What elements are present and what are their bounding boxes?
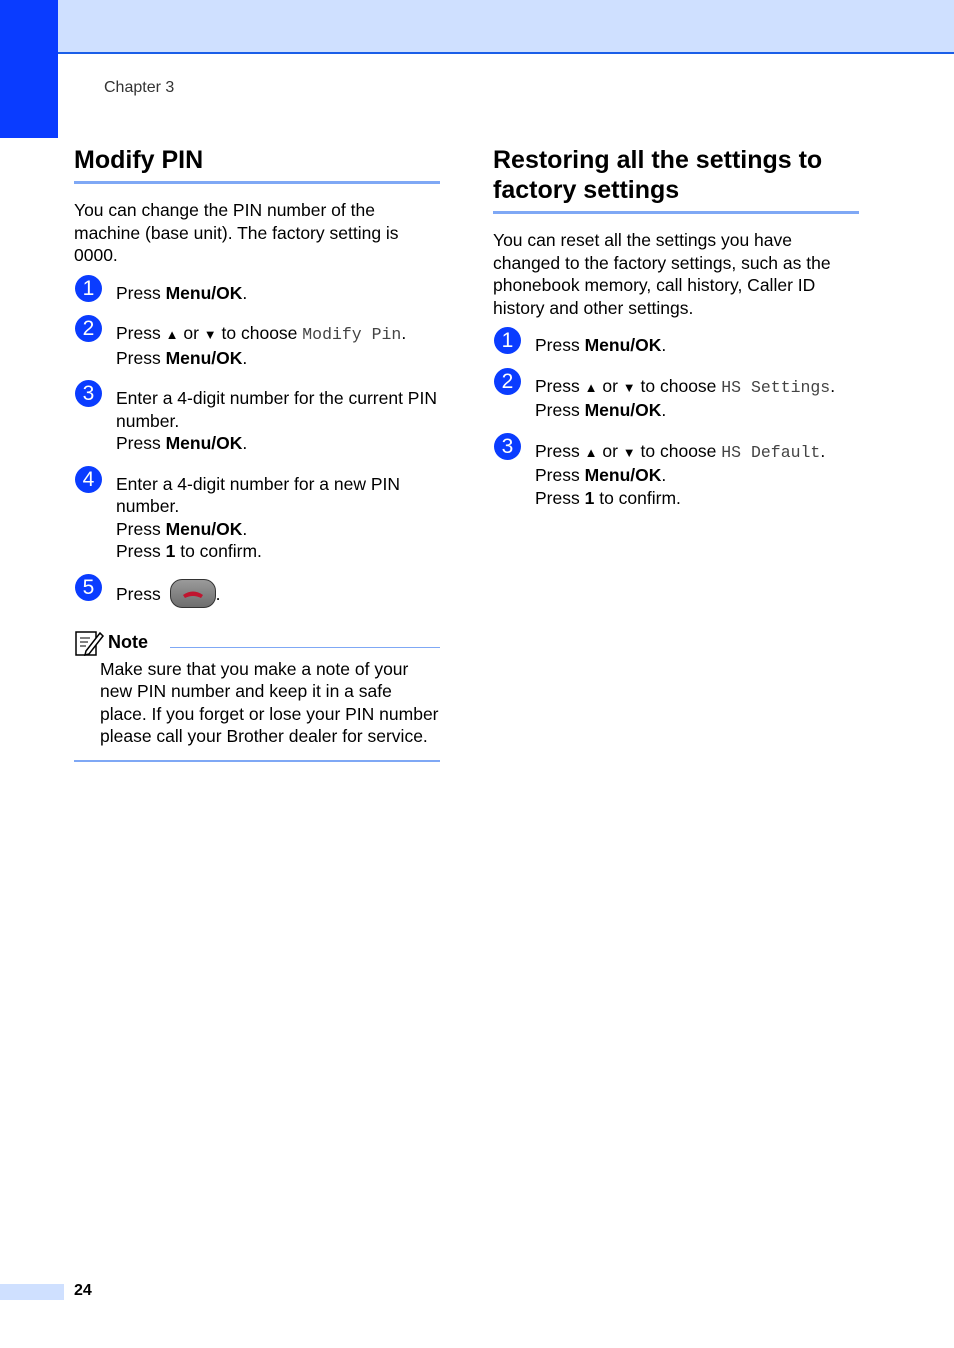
step-text: .: [242, 347, 248, 368]
right-column: [493, 145, 859, 527]
chapter-label: Chapter 3: [104, 79, 175, 96]
section-title-modify-pin: Modify PIN: [74, 146, 204, 174]
step-text: Press: [116, 583, 161, 604]
step-text: to choose: [216, 323, 303, 343]
step-4: [74, 467, 440, 563]
step-number: 1: [75, 275, 102, 302]
step-text: Press: [535, 335, 585, 355]
step-text: Press: [535, 465, 585, 485]
title-rule: [74, 181, 440, 184]
step-text: Enter a 4-digit number for a new PIN number.: [116, 473, 401, 516]
step-text: Press: [535, 400, 585, 420]
step-text: .: [661, 465, 667, 485]
menu-option: Modify Pin: [302, 325, 402, 344]
header-band: [0, 0, 954, 54]
key-label: Menu/OK: [165, 433, 243, 453]
step-text: or: [597, 440, 623, 461]
step-1: [493, 329, 859, 357]
step-text: .: [661, 335, 667, 355]
step-text: Press: [535, 375, 585, 396]
step-text: .: [215, 583, 221, 604]
left-column: [74, 145, 440, 762]
phone-hangup-icon: [171, 580, 215, 607]
down-arrow-icon: ▼: [622, 444, 636, 460]
title-rule: [493, 211, 859, 214]
key-label: 1: [165, 541, 176, 561]
page-number: 24: [74, 1282, 92, 1299]
key-label: Menu/OK: [584, 335, 662, 355]
step-number: 1: [494, 327, 521, 354]
step-2: [74, 317, 440, 369]
step-text: .: [242, 518, 248, 539]
menu-option: HS Default: [721, 442, 821, 462]
note-divider: [170, 647, 440, 648]
step-text: .: [242, 433, 248, 453]
note-pencil-icon: [74, 629, 104, 657]
key-label: Menu/OK: [165, 282, 243, 303]
step-text: to choose: [635, 375, 722, 396]
step-text: Press: [535, 440, 585, 461]
up-arrow-icon: ▲: [584, 444, 598, 460]
step-text: Press: [116, 323, 166, 343]
down-arrow-icon: ▼: [203, 327, 217, 342]
down-arrow-icon: ▼: [622, 379, 636, 395]
up-arrow-icon: ▲: [584, 379, 598, 395]
step-text: .: [820, 440, 826, 461]
step-number: 4: [75, 466, 102, 493]
step-2: [493, 369, 859, 422]
step-number: 5: [75, 574, 102, 601]
chapter-tab: [0, 0, 58, 138]
step-text: .: [401, 323, 407, 343]
key-label: 1: [584, 487, 595, 508]
step-3: [493, 434, 859, 510]
section-intro: You can change the PIN number of the machine (base unit). The factory setting is 0000.: [74, 200, 399, 265]
step-text: Enter a 4-digit number for the current PIN number.: [116, 388, 437, 431]
step-1: [74, 276, 440, 305]
step-text: Press: [116, 541, 166, 561]
step-text: Press: [116, 282, 166, 303]
note-header: [74, 628, 440, 658]
step-text: .: [830, 375, 836, 396]
step-text: Press: [535, 487, 585, 508]
step-3: [74, 382, 440, 455]
up-arrow-icon: ▲: [165, 327, 179, 342]
step-text: Press: [116, 347, 166, 368]
step-text: .: [661, 400, 667, 420]
step-number: 3: [494, 433, 521, 460]
step-text: to confirm.: [594, 487, 681, 508]
step-5: [74, 575, 440, 610]
note-text: Make sure that you make a note of your new PIN number and keep it in a safe place. If you forget or lose your PIN number please call your Brother dealer for service.: [100, 658, 439, 746]
end-call-button-icon: [170, 579, 216, 608]
key-label: Menu/OK: [165, 518, 243, 539]
key-label: Menu/OK: [584, 400, 662, 420]
note-box: [74, 628, 440, 762]
footer-band: [0, 1284, 64, 1300]
step-text: .: [242, 282, 248, 303]
menu-option: HS Settings: [721, 377, 831, 397]
step-number: 3: [75, 380, 102, 407]
key-label: Menu/OK: [165, 347, 243, 368]
note-title: Note: [108, 632, 148, 652]
note-bottom-rule: [74, 760, 440, 762]
section-title-restore: Restoring all the settings to factory settings: [493, 146, 823, 204]
step-text: to choose: [635, 440, 722, 461]
section-intro: You can reset all the settings you have changed to the factory settings, such as the phonebook memory, call history, Caller ID history and other settings.: [493, 230, 831, 318]
step-text: or: [597, 375, 623, 396]
step-number: 2: [75, 315, 102, 342]
step-number: 2: [494, 368, 521, 395]
step-text: to confirm.: [175, 541, 262, 561]
step-text: Press: [116, 433, 166, 453]
step-text: or: [178, 323, 204, 343]
step-text: Press: [116, 518, 166, 539]
key-label: Menu/OK: [584, 465, 662, 485]
